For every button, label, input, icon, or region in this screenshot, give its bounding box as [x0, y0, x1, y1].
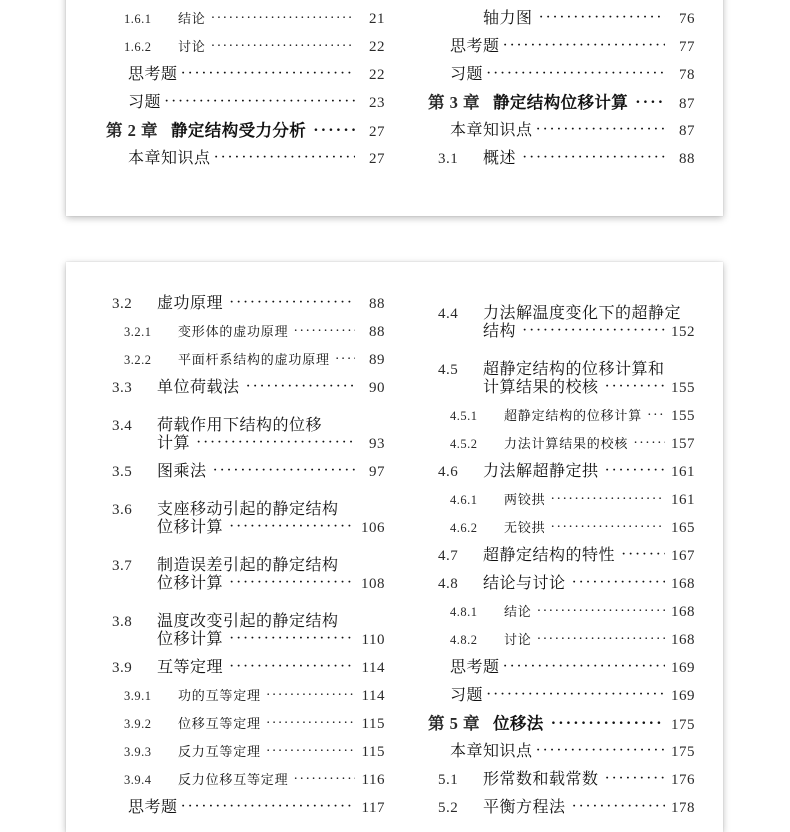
- toc-entry[interactable]: [400, 458, 723, 486]
- toc-dot-leader: [566, 570, 665, 598]
- toc-entry[interactable]: [66, 290, 400, 318]
- toc-entry-title: 平衡方程法: [483, 799, 566, 816]
- toc-dot-leader: [223, 626, 355, 654]
- toc-entry[interactable]: [66, 458, 400, 486]
- toc-entry-title: 思考题: [450, 659, 500, 676]
- toc-entry-page-number: 27: [369, 124, 385, 140]
- toc-entry-title: 功的互等定理: [178, 688, 261, 703]
- toc-dot-leader: [339, 542, 357, 570]
- toc-entry-page-number: 168: [671, 576, 695, 592]
- toc-entry-page-number: 115: [361, 744, 385, 760]
- toc-entry-number: 3.9.2: [124, 717, 152, 731]
- toc-entry-page-number: 165: [671, 520, 695, 536]
- toc-entry-page-number: 169: [671, 688, 695, 704]
- toc-entry-title: 静定结构位移计算: [493, 93, 629, 112]
- toc-entry-title: 两铰拱: [504, 492, 546, 507]
- toc-entry-page-number: 88: [369, 324, 385, 340]
- toc-entry-number: 3.9.4: [124, 773, 152, 787]
- toc-entry[interactable]: [66, 402, 400, 434]
- toc-entry-page-number: 87: [679, 123, 695, 139]
- toc-dot-leader: [207, 458, 355, 486]
- toc-entry-title: 静定结构受力分析: [171, 121, 307, 140]
- toc-dot-leader: [483, 61, 665, 89]
- toc-dot-leader: [532, 599, 665, 627]
- toc-entry[interactable]: [400, 145, 723, 173]
- toc-entry[interactable]: [66, 374, 400, 402]
- toc-dot-leader: [330, 347, 355, 375]
- toc-entry-title: 思考题: [450, 38, 500, 55]
- toc-entry[interactable]: [66, 5, 400, 33]
- toc-entry-title: 概述: [483, 150, 517, 167]
- toc-entry-number: 3.5: [112, 464, 133, 480]
- toc-entry-page-number: 168: [671, 632, 695, 648]
- toc-entry-title: 图乘法: [157, 463, 207, 480]
- toc-entry-number: 4.6.2: [450, 521, 478, 535]
- toc-dot-leader: [161, 89, 355, 117]
- toc-dot-leader: [599, 458, 665, 486]
- toc-entry[interactable]: [66, 710, 400, 738]
- toc-entry-number: 3.8: [112, 614, 133, 630]
- toc-dot-leader: [483, 682, 665, 710]
- toc-entry-page-number: 116: [361, 772, 385, 788]
- toc-entry-page-number: 161: [671, 464, 695, 480]
- toc-entry-number: 4.5.1: [450, 409, 478, 423]
- toc-entry-title: 本章知识点: [450, 122, 533, 139]
- toc-entry[interactable]: [66, 654, 400, 682]
- toc-dot-leader: [288, 767, 355, 795]
- toc-entry-title: 力法解温度变化下的超静定: [483, 305, 682, 322]
- toc-dot-leader: [306, 118, 355, 146]
- toc-entry-title: 位移法: [493, 714, 544, 733]
- toc-dot-leader: [516, 318, 665, 346]
- toc-entry-title: 轴力图: [483, 10, 533, 27]
- toc-entry-number: 3.3: [112, 380, 133, 396]
- toc-entry-number: 4.8.2: [450, 633, 478, 647]
- toc-entry-number: 3.6: [112, 502, 133, 518]
- toc-entry-page-number: 76: [679, 11, 695, 27]
- toc-entry-title: 思考题: [128, 66, 178, 83]
- toc-dot-leader: [322, 402, 355, 430]
- toc-entry[interactable]: [400, 654, 723, 682]
- toc-entry-title: 讨论: [178, 39, 206, 54]
- toc-entry-page-number: 77: [679, 39, 695, 55]
- toc-entry-number: 4.8.1: [450, 605, 478, 619]
- toc-entry-number: 4.7: [438, 548, 459, 564]
- toc-entry-page-number: 21: [369, 11, 385, 27]
- toc-entry-page-number: 88: [369, 296, 385, 312]
- toc-entry-title: 位移计算: [157, 631, 224, 648]
- toc-dot-leader: [566, 794, 665, 822]
- toc-entry-title: 思考题: [128, 799, 178, 816]
- toc-entry-title: 结论与讨论: [483, 575, 566, 592]
- toc-entry[interactable]: [400, 598, 723, 626]
- toc-entry-page-number: 89: [369, 352, 385, 368]
- toc-entry-number: 4.8: [438, 576, 459, 592]
- toc-columns: [66, 262, 723, 832]
- toc-entry-page-number: 114: [361, 688, 385, 704]
- toc-dot-leader: [533, 5, 665, 33]
- toc-column-right: [400, 5, 723, 216]
- toc-entry-page-number: 117: [361, 800, 385, 816]
- toc-entry-title: 计算结果的校核: [483, 379, 599, 396]
- toc-entry-number: 3.2.1: [124, 325, 152, 339]
- toc-entry-page-number: 88: [679, 151, 695, 167]
- toc-entry-page-number: 175: [671, 744, 695, 760]
- toc-entry-number: 3.9.3: [124, 745, 152, 759]
- toc-entry-title: 反力位移互等定理: [178, 772, 289, 787]
- toc-entry-number: 4.6: [438, 464, 459, 480]
- toc-dot-leader: [339, 598, 357, 626]
- toc-entry-title: 制造误差引起的静定结构: [157, 557, 339, 574]
- toc-entry-page-number: 22: [369, 67, 385, 83]
- toc-entry-page-number: 27: [369, 151, 385, 167]
- toc-entry[interactable]: [400, 290, 723, 322]
- toc-dot-leader: [261, 711, 355, 739]
- toc-dot-leader: [615, 542, 665, 570]
- toc-entry[interactable]: [400, 570, 723, 598]
- toc-entry[interactable]: [400, 626, 723, 654]
- toc-entry[interactable]: [66, 145, 400, 173]
- toc-entry[interactable]: [400, 5, 723, 33]
- toc-dot-leader: [533, 117, 665, 145]
- toc-entry-page-number: 97: [369, 464, 385, 480]
- toc-entry-number: 3.4: [112, 418, 133, 434]
- toc-dot-leader: [178, 61, 355, 89]
- toc-entry-title: 位移计算: [157, 519, 224, 536]
- toc-entry-number: 3.9.1: [124, 689, 152, 703]
- toc-entry-title: 反力互等定理: [178, 744, 261, 759]
- toc-entry-title: 习题: [128, 94, 162, 111]
- toc-dot-leader: [223, 654, 355, 682]
- toc-entry[interactable]: [66, 61, 400, 89]
- toc-column-left: [66, 290, 400, 832]
- toc-entry-title: 单位荷载法: [157, 379, 240, 396]
- toc-entry-title: 习题: [450, 66, 484, 83]
- toc-entry-page-number: 114: [361, 660, 385, 676]
- toc-entry-page-number: 157: [671, 436, 695, 452]
- toc-entry-title: 超静定结构的位移计算和: [483, 361, 665, 378]
- toc-entry-number: 3.9: [112, 660, 133, 676]
- toc-entry-number: 3.1: [438, 151, 459, 167]
- toc-entry-number: 1.6.1: [124, 12, 152, 26]
- toc-entry-title: 力法计算结果的校核: [504, 436, 629, 451]
- toc-entry-page-number: 152: [671, 324, 695, 340]
- toc-entry[interactable]: [400, 514, 723, 542]
- toc-entry-title: 本章知识点: [450, 743, 533, 760]
- toc-entry[interactable]: [66, 682, 400, 710]
- toc-entry-title: 荷载作用下结构的位移: [157, 417, 323, 434]
- toc-dot-leader: [665, 346, 683, 374]
- toc-dot-leader: [261, 739, 355, 767]
- toc-entry-title: 计算: [157, 435, 191, 452]
- toc-entry-page-number: 110: [361, 632, 385, 648]
- toc-dot-leader: [223, 290, 355, 318]
- toc-dot-leader: [178, 794, 355, 822]
- toc-entry-title: 本章知识点: [128, 150, 211, 167]
- toc-entry-title: 平面杆系结构的虚功原理: [178, 352, 330, 367]
- toc-dot-leader: [642, 403, 665, 431]
- toc-entry-title: 超静定结构的特性: [483, 547, 616, 564]
- toc-entry[interactable]: [400, 402, 723, 430]
- toc-entry-title: 习题: [450, 687, 484, 704]
- toc-entry-title: 无铰拱: [504, 520, 546, 535]
- toc-entry-page-number: 161: [671, 492, 695, 508]
- toc-dot-leader: [500, 33, 665, 61]
- toc-entry-number: 第 5 章: [428, 714, 480, 733]
- toc-dot-leader: [223, 514, 355, 542]
- toc-entry[interactable]: [400, 117, 723, 145]
- toc-entry-number: 1.6.2: [124, 40, 152, 54]
- toc-entry-title: 结构: [483, 323, 517, 340]
- toc-entry-number: 4.4: [438, 306, 459, 322]
- toc-entry-title: 温度改变引起的静定结构: [157, 613, 339, 630]
- toc-entry-page-number: 108: [361, 576, 385, 592]
- toc-entry[interactable]: [400, 794, 723, 822]
- toc-dot-leader: [500, 654, 665, 682]
- toc-entry[interactable]: [66, 346, 400, 374]
- toc-dot-leader: [516, 145, 665, 173]
- toc-entry-page-number: 78: [679, 67, 695, 83]
- toc-entry[interactable]: [400, 682, 723, 710]
- toc-entry-title: 支座移动引起的静定结构: [157, 501, 339, 518]
- toc-dot-leader: [206, 34, 355, 62]
- toc-entry[interactable]: [400, 710, 723, 738]
- toc-dot-leader: [544, 711, 665, 739]
- toc-entry-number: 4.5: [438, 362, 459, 378]
- toc-entry[interactable]: [400, 738, 723, 766]
- toc-entry-title: 结论: [504, 604, 532, 619]
- toc-entry-title: 形常数和载常数: [483, 771, 599, 788]
- toc-entry-title: 位移计算: [157, 575, 224, 592]
- toc-dot-leader: [628, 90, 665, 118]
- toc-entry[interactable]: [66, 318, 400, 346]
- toc-entry-number: 4.6.1: [450, 493, 478, 507]
- toc-dot-leader: [545, 515, 665, 543]
- toc-dot-leader: [211, 145, 355, 173]
- toc-entry[interactable]: [400, 33, 723, 61]
- toc-page-upper: [66, 0, 723, 216]
- toc-entry-page-number: 93: [369, 436, 385, 452]
- toc-entry-page-number: 90: [369, 380, 385, 396]
- toc-entry-title: 互等定理: [157, 659, 224, 676]
- toc-entry-page-number: 167: [671, 548, 695, 564]
- toc-entry[interactable]: [66, 89, 400, 117]
- toc-entry[interactable]: [400, 542, 723, 570]
- toc-page-lower: [66, 262, 723, 832]
- toc-entry-number: 5.1: [438, 772, 459, 788]
- toc-entry[interactable]: [400, 430, 723, 458]
- toc-entry-page-number: 87: [679, 96, 695, 112]
- toc-entry-number: 3.2.2: [124, 353, 152, 367]
- toc-entry-page-number: 22: [369, 39, 385, 55]
- toc-entry[interactable]: [66, 738, 400, 766]
- toc-dot-leader: [599, 374, 665, 402]
- toc-dot-leader: [545, 487, 665, 515]
- toc-dot-leader: [339, 486, 357, 514]
- toc-entry[interactable]: [66, 542, 400, 574]
- toc-columns: [66, 0, 723, 216]
- toc-entry-title: 位移互等定理: [178, 716, 261, 731]
- toc-dot-leader: [628, 431, 665, 459]
- toc-dot-leader: [223, 570, 355, 598]
- toc-entry-page-number: 168: [671, 604, 695, 620]
- toc-column-left: [66, 5, 400, 216]
- toc-entry-title: 变形体的虚功原理: [178, 324, 289, 339]
- toc-entry-page-number: 155: [671, 380, 695, 396]
- toc-entry-page-number: 23: [369, 95, 385, 111]
- toc-entry-page-number: 106: [361, 520, 385, 536]
- toc-entry-number: 第 2 章: [106, 121, 158, 140]
- toc-entry-number: 5.2: [438, 800, 459, 816]
- toc-dot-leader: [190, 430, 355, 458]
- toc-entry-page-number: 176: [671, 772, 695, 788]
- toc-dot-leader: [240, 374, 355, 402]
- toc-dot-leader: [206, 6, 355, 34]
- toc-dot-leader: [261, 683, 355, 711]
- toc-entry[interactable]: [400, 486, 723, 514]
- toc-entry-page-number: 178: [671, 800, 695, 816]
- toc-entry-title: 讨论: [504, 632, 532, 647]
- toc-entry[interactable]: [400, 61, 723, 89]
- toc-entry-title: 结论: [178, 11, 206, 26]
- toc-entry-number: 3.2: [112, 296, 133, 312]
- toc-dot-leader: [681, 290, 699, 318]
- toc-entry[interactable]: [66, 486, 400, 518]
- toc-entry-number: 3.7: [112, 558, 133, 574]
- toc-entry-page-number: 115: [361, 716, 385, 732]
- toc-entry[interactable]: [66, 33, 400, 61]
- toc-entry-number: 4.5.2: [450, 437, 478, 451]
- toc-column-right: [400, 290, 723, 832]
- toc-entry-page-number: 175: [671, 717, 695, 733]
- toc-entry[interactable]: [400, 346, 723, 378]
- toc-dot-leader: [533, 738, 665, 766]
- toc-entry-number: 第 3 章: [428, 93, 480, 112]
- toc-entry-title: 虚功原理: [157, 295, 224, 312]
- toc-entry[interactable]: [66, 794, 400, 822]
- toc-entry[interactable]: [400, 89, 723, 117]
- toc-entry[interactable]: [66, 117, 400, 145]
- toc-dot-leader: [288, 319, 355, 347]
- toc-entry-page-number: 169: [671, 660, 695, 676]
- toc-entry[interactable]: [66, 598, 400, 630]
- toc-entry-title: 超静定结构的位移计算: [504, 408, 643, 423]
- toc-dot-leader: [532, 627, 665, 655]
- toc-entry-page-number: 155: [671, 408, 695, 424]
- toc-entry-title: 力法解超静定拱: [483, 463, 599, 480]
